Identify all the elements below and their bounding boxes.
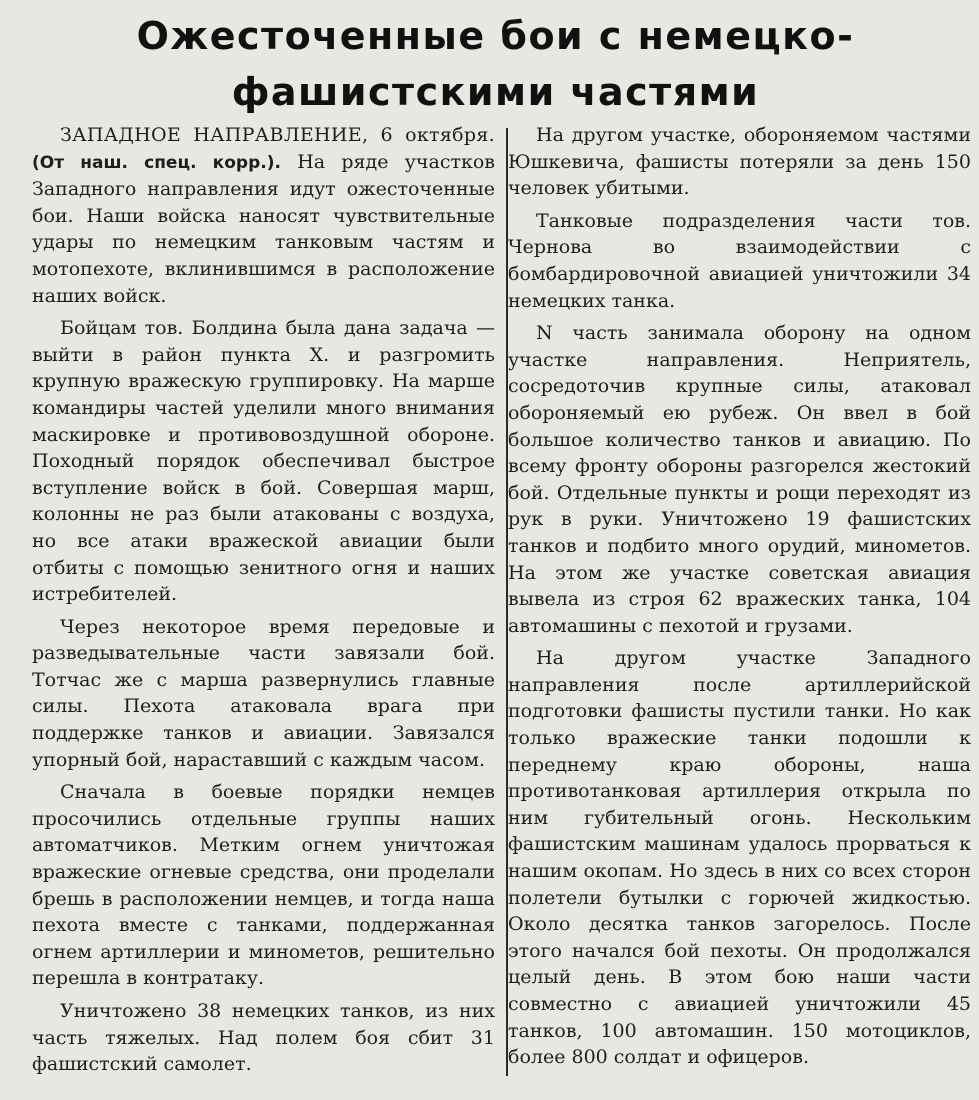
article-headline: [22, 6, 969, 120]
paragraph: Уничтожено 38 немецких танков, из них часть тяжелых. Над полем боя сбит 31 фашистский самолет.: [32, 1000, 495, 1076]
left-column: [32, 122, 495, 1084]
paragraph: На другом участке Западного направления после артиллерийской подготовки фашисты пустили танки. Но как только вражеские танки подошли к переднему краю обороны, наша противотанковая артиллерия открыла по ним губительный огонь. Нескольким фашистским машинам удалось прорваться к нашим окопам. Но здесь в них со всех сторон полетели бутылки с горючей жидкостью. Около десятка танков загорелось. После этого начался бой пехоты. Он продолжался целый день. В этом бою наши части совместно с авиацией уничтожили 45 танков, 100 автомашин. 150 мотоциклов, более 800 солдат и офицеров.: [508, 647, 971, 1069]
right-column: [508, 122, 971, 1077]
dateline: ЗАПАДНОЕ НАПРАВЛЕНИЕ, 6 октября.: [60, 124, 495, 146]
paragraph: [32, 122, 495, 309]
headline-line-2: фашистскими частями: [231, 70, 760, 114]
paragraph: Бойцам тов. Болдина была дана задача — выйти в район пункта Х. и разгромить крупную вражескую группировку. На марше командиры частей уделили много внимания маскировке и противовоздушной обороне. Походный порядок обеспечивал быстрое вступление войск в бой. Совершая марш, колонны не раз были атакованы с воздуха, но все атаки вражеской авиации были отбиты с помощью зенитного огня и наших истребителей.: [32, 317, 495, 606]
paragraph-text: На ряде участков Западного направления идут ожесточенные бои. Наши войска наносят чувствительные удары по немецким танковым частям и мотопехоте, вклинившимся в расположение наших войск.: [32, 150, 495, 307]
article-body: [32, 122, 971, 1090]
paragraph: Сначала в боевые порядки немцев просочились отдельные группы наших автоматчиков. Метким огнем уничтожая вражеские огневые средства, они проделали брешь в расположении немцев, и тогда наша пехота вместе с танками, поддержанная огнем артиллерии и минометов, решительно перешла в контратаку.: [32, 781, 495, 990]
source-credit: (От наш. спец. корр.).: [32, 152, 281, 173]
paragraph: Через некоторое время передовые и разведывательные части завязали бой. Тотчас же с марша развернулись главные силы. Пехота атаковала врага при поддержке танков и авиации. Завязался упорный бой, нараставший с каждым часом.: [32, 615, 495, 771]
paragraph: На другом участке, обороняемом частями Юшкевича, фашисты потеряли за день 150 человек убитыми.: [508, 124, 971, 200]
paragraph: Танковые подразделения части тов. Чернова во взаимодействии с бомбардировочной авиацией уничтожили 34 немецких танка.: [508, 209, 971, 312]
paragraph: N часть занимала оборону на одном участке направления. Неприятель, сосредоточив крупные силы, атаковал обороняемый ею рубеж. Он ввел в бой большое количество танков и авиацию. По всему фронту обороны разгорелся жестокий бой. Отдельные пункты и рощи переходят из рук в руки. Уничтожено 19 фашистских танков и подбито много орудий, минометов. На этом же участке советская авиация вывела из строя 62 вражеских танка, 104 автомашины с пехотой и грузами.: [508, 322, 971, 637]
headline-line-1: Ожесточенные бои с немецко-: [136, 14, 855, 58]
